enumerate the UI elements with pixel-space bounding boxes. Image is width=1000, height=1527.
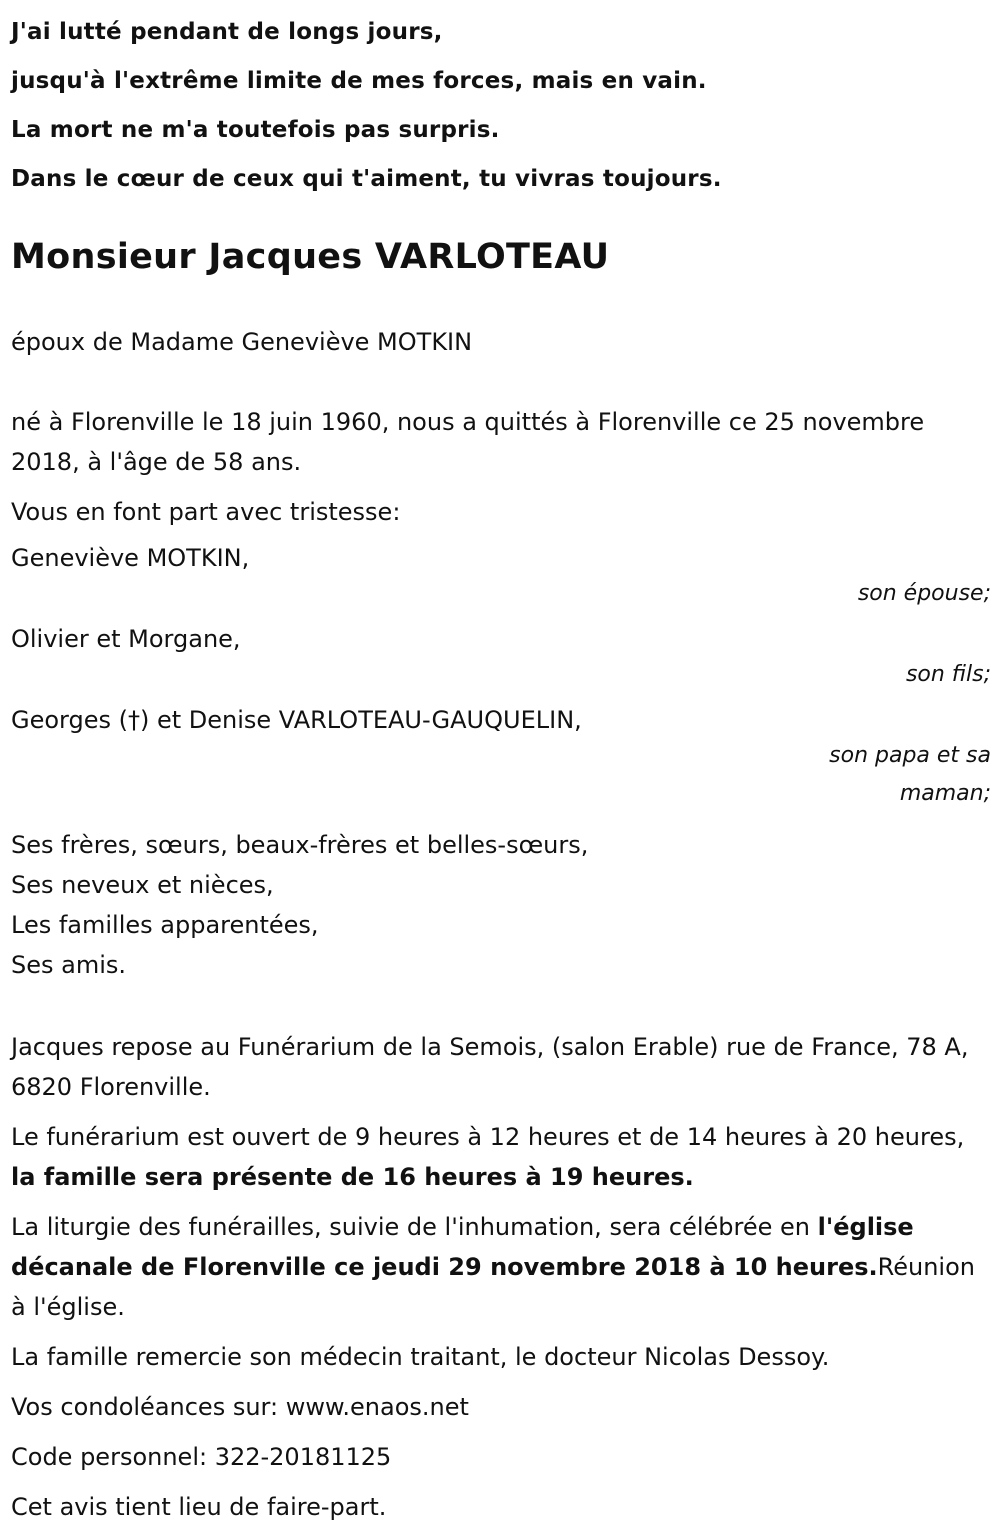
relative-name: Georges (†) et Denise VARLOTEAU-GAUQUELIN, xyxy=(11,706,582,734)
family-line: Ses amis. xyxy=(11,951,127,979)
family-line: Les familles apparentées, xyxy=(11,911,319,939)
relative-role: son épouse; xyxy=(857,581,991,606)
poem xyxy=(11,0,991,204)
relative-name: Olivier et Morgane, xyxy=(11,625,241,653)
liturgy-end: Réunion à l'église. xyxy=(11,1253,975,1321)
liturgy-intro: La liturgie des funérailles, suivie de l'inhumation, sera célébrée en xyxy=(11,1213,818,1241)
announce-intro: Vous en font part avec tristesse: xyxy=(11,498,401,526)
relative-role: son fils; xyxy=(905,662,991,687)
relative-entry xyxy=(11,623,991,694)
liturgy-place-time: l'église décanale de Florenville ce jeudi 29 novembre 2018 à 10 heures. xyxy=(11,1213,914,1281)
obituary-notice xyxy=(11,0,991,1527)
poem-line: jusqu'à l'extrême limite de mes forces, mais en vain. xyxy=(11,68,707,94)
family-presence-text: la famille sera présente de 16 heures à 19 heures. xyxy=(11,1163,694,1191)
thanks-text: La famille remercie son médecin traitant, le docteur Nicolas Dessoy. xyxy=(11,1343,830,1371)
notice-text: Cet avis tient lieu de faire-part. xyxy=(11,1493,387,1521)
relative-entry xyxy=(11,704,991,813)
family-line: Ses neveux et nièces, xyxy=(11,871,274,899)
repose-text: Jacques repose au Funérarium de la Semois, (salon Erable) rue de France, 78 A, 6820 Florenville. xyxy=(11,1033,969,1101)
deceased-name: Monsieur Jacques VARLOTEAU xyxy=(11,237,610,277)
funeral-home-hours xyxy=(11,1117,991,1197)
poem-line: Dans le cœur de ceux qui t'aiment, tu vivras toujours. xyxy=(11,166,722,192)
hours-text: Le funérarium est ouvert de 9 heures à 12 heures et de 14 heures à 20 heures, xyxy=(11,1123,965,1151)
birth-death-text: né à Florenville le 18 juin 1960, nous a quittés à Florenville ce 25 novembre 2018, à l'âge de 58 ans. xyxy=(11,408,925,476)
condolences-text: Vos condoléances sur: www.enaos.net xyxy=(11,1393,469,1421)
poem-line: J'ai lutté pendant de longs jours, xyxy=(11,19,443,45)
poem-line: La mort ne m'a toutefois pas surpris. xyxy=(11,117,500,143)
family-line: Ses frères, sœurs, beaux-frères et belles-sœurs, xyxy=(11,831,589,859)
liturgy-text xyxy=(11,1207,991,1327)
personal-code: Code personnel: 322-20181125 xyxy=(11,1443,392,1471)
family-list xyxy=(11,825,991,985)
relative-entry xyxy=(11,542,991,613)
relative-role: son papa et sa maman; xyxy=(829,743,991,806)
relative-name: Geneviève MOTKIN, xyxy=(11,544,250,572)
spouse-line: époux de Madame Geneviève MOTKIN xyxy=(11,328,473,356)
